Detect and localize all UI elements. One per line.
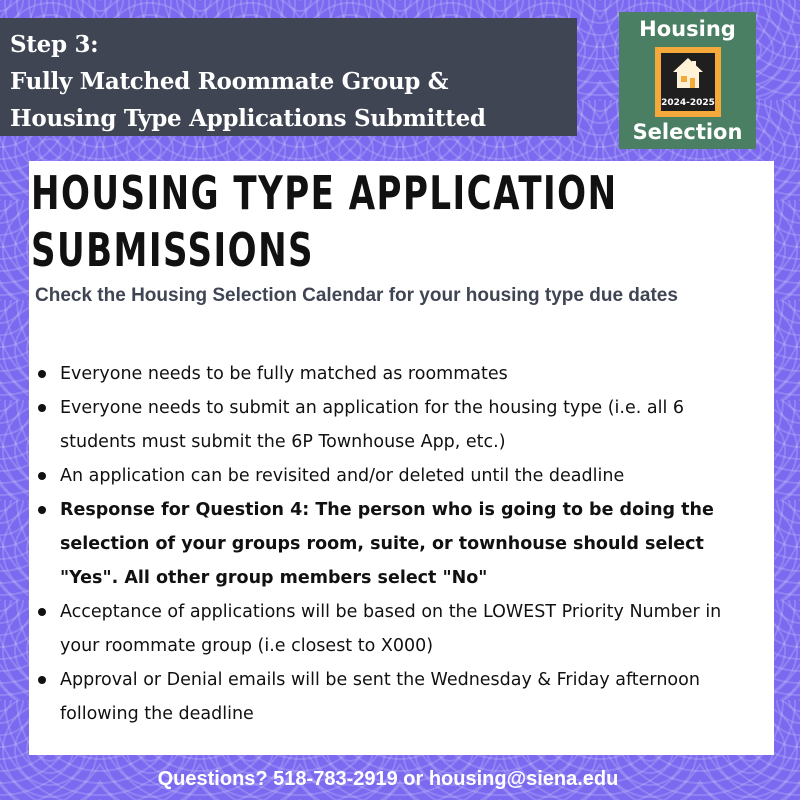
list-item-text: An application can be revisited and/or deleted until the deadline: [60, 466, 625, 486]
content-card: [29, 161, 774, 755]
list-item-text: Approval or Denial emails will be sent the Wednesday & Friday afternoon following the deadline: [60, 670, 700, 724]
logo-inner: [661, 53, 715, 111]
bullet-icon: [38, 370, 46, 378]
logo-top-text: Housing: [639, 17, 736, 41]
logo-frame: [655, 47, 721, 117]
step-banner-line: Housing Type Applications Submitted: [10, 105, 486, 132]
list-item-text: Acceptance of applications will be based on the LOWEST Priority Number in your roommate group (i.e closest to X000): [60, 602, 722, 656]
bullet-icon: [38, 472, 46, 480]
calendar-note: Check the Housing Selection Calendar for your housing type due dates: [35, 285, 678, 306]
list-item: [35, 459, 755, 493]
page-title-line: HOUSING TYPE APPLICATION: [31, 166, 618, 220]
list-item-text: Everyone needs to be fully matched as roommates: [60, 364, 508, 384]
list-item-text: Response for Question 4: The person who is going to be doing the selection of your groups room, suite, or townhouse should select "Yes". All other group members select "No": [60, 500, 714, 588]
logo-year-text: 2024-2025: [661, 98, 715, 108]
logo-bottom-text: Selection: [632, 120, 743, 144]
bullet-icon: [38, 404, 46, 412]
list-item: [35, 493, 755, 595]
list-item: [35, 391, 755, 459]
list-item-text: Everyone needs to submit an application for the housing type (i.e. all 6 students must submit the 6P Townhouse App, etc.): [60, 398, 685, 452]
bullet-icon: [38, 506, 46, 514]
contact-footer: Questions? 518-783-2919 or housing@siena.edu: [157, 768, 619, 790]
house-icon: [670, 55, 706, 91]
housing-selection-logo: [619, 12, 756, 149]
bullet-icon: [38, 608, 46, 616]
list-item: [35, 357, 755, 391]
step-banner-line: Fully Matched Roommate Group &: [10, 68, 449, 95]
page-title: [31, 165, 741, 279]
requirements-list: [35, 357, 755, 731]
list-item: [35, 663, 755, 731]
list-item: [35, 595, 755, 663]
page-title-line: SUBMISSIONS: [31, 223, 315, 277]
step-banner: [0, 18, 577, 136]
step-banner-line: Step 3:: [10, 31, 99, 58]
bullet-icon: [38, 676, 46, 684]
